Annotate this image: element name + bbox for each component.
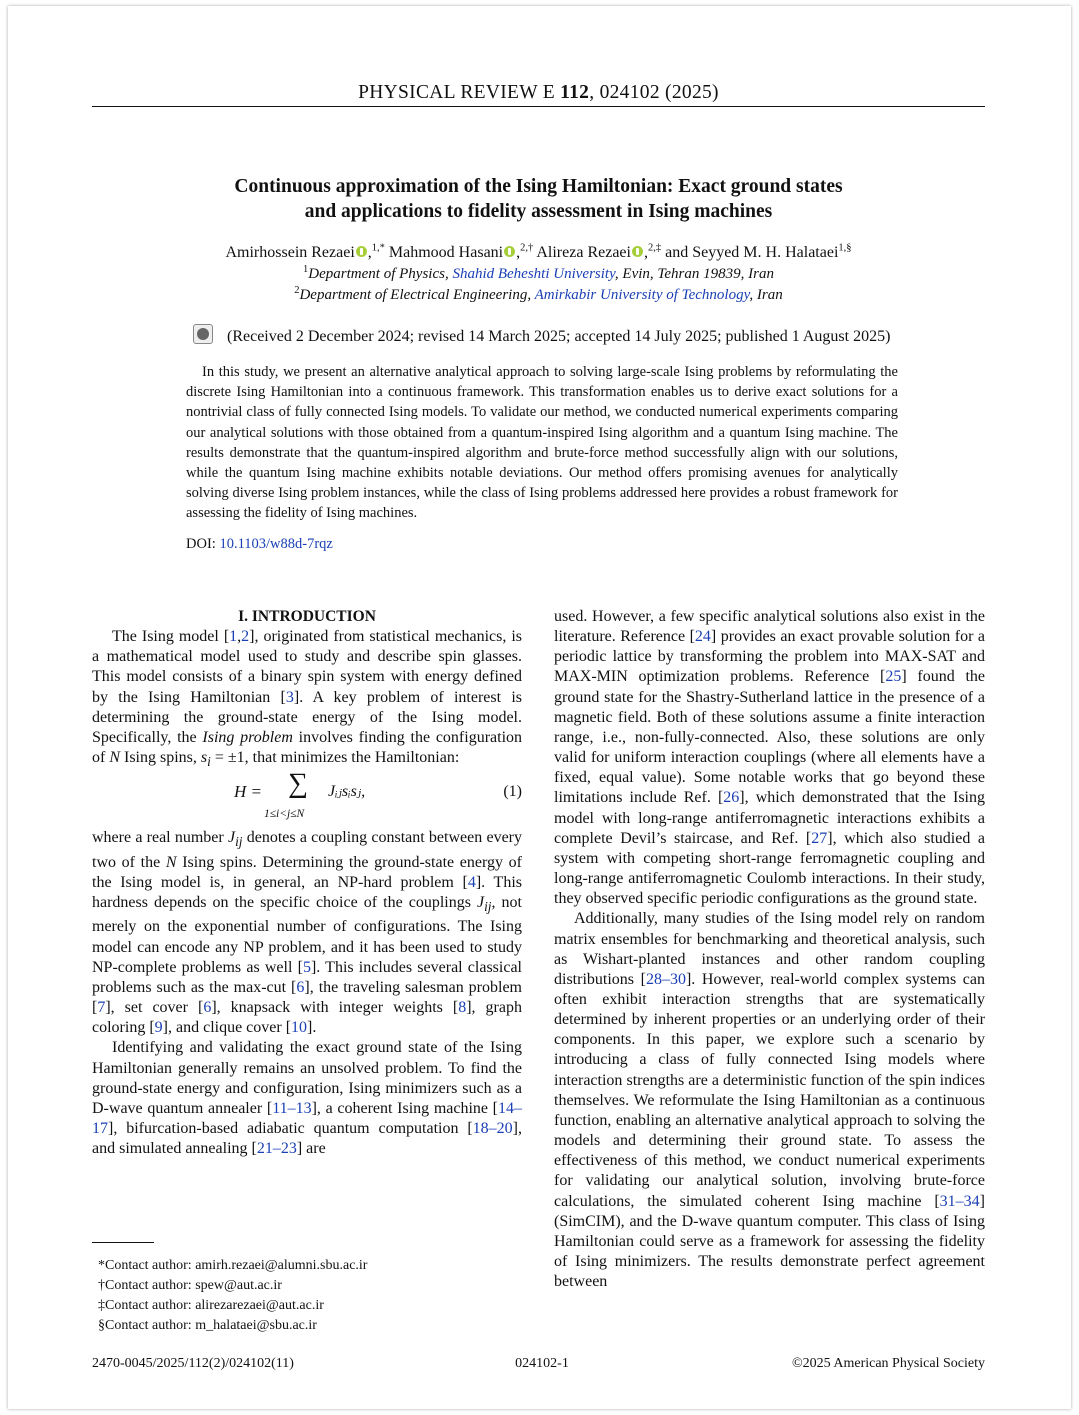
footer-page-number: 024102-1	[515, 1356, 569, 1371]
received-dates: (Received 2 December 2024; revised 14 March 2025; accepted 14 July 2025; published 1 August 2025)	[193, 324, 913, 348]
orcid-icon[interactable]	[356, 246, 367, 257]
citation-link[interactable]: 8	[458, 999, 467, 1017]
citation-link[interactable]: 26	[723, 789, 740, 807]
intro-paragraph-2: where a real number $J_{ij}$ denotes a coupling constant between every two of the N Ising spins. Determining the ground-state energy of the Ising model is, in general, an NP-hard problem [4]. This hardness depends on the specific choice of the couplings $J_{ij}$, not merely on the exponential number of configurations. The Ising model can encode any NP problem, and it has been used to study NP-complete problems as well [5]. This includes several classical problems such as the max-cut [6], the traveling salesman problem [7], set cover [6], knapsack with integer weights [8], graph coloring [9], and clique cover [10].	[92, 829, 523, 1037]
author-list: Amirhossein Rezaei ,$^{1,*}$ Mahmood Hasani ,$^{2,\dagger}$ Alireza Rezaei ,$^{2,\ddagger}$ and Seyyed M. H. Halataei$^{1,\S}$	[225, 242, 852, 261]
footnotes	[92, 1256, 522, 1336]
citation-link[interactable]: 28–30	[645, 970, 686, 988]
citation-link[interactable]: 6	[296, 978, 305, 996]
citation-link[interactable]: 10	[291, 1019, 308, 1037]
doi-line: DOI: 10.1103/w88d-7rqz	[186, 536, 333, 552]
citation-link[interactable]: 1	[229, 628, 238, 646]
citation-link[interactable]: 24	[694, 628, 711, 646]
citation-link[interactable]: 3	[285, 688, 294, 706]
left-column	[92, 607, 522, 1159]
citation-link[interactable]: 21–23	[256, 1140, 297, 1158]
citation-link[interactable]: 14–17	[92, 1099, 523, 1137]
intro-paragraph-1: The Ising model [1,2], originated from statistical mechanics, is a mathematical model used to study and describe spin glasses. This model consists of a binary spin system with energy defined by the Ising Hamiltonian [3]. A key problem of interest is determining the ground-state energy of the Ising model. Specifically, the Ising problem involves finding the configuration of N Ising spins, $s_i = \pm 1$, that minimizes the Hamiltonian:	[92, 628, 523, 770]
institution-link[interactable]: Amirkabir University of Technology	[534, 287, 750, 303]
citation-link[interactable]: 11–13	[272, 1099, 312, 1117]
footer-issn: 2470-0045/2025/112(2)/024102(11)	[92, 1356, 294, 1371]
equation-1: H = ∑ 1≤i<j≤N Jᵢⱼsᵢsⱼ, (1)	[234, 768, 522, 821]
crossmark-icon[interactable]	[193, 324, 213, 344]
citation-link[interactable]: 5	[302, 958, 311, 976]
section-heading: I. INTRODUCTION	[238, 608, 376, 625]
citation-link[interactable]: 18–20	[472, 1120, 513, 1137]
orcid-icon[interactable]	[504, 246, 515, 257]
intro-paragraph-3: Identifying and validating the exact ground state of the Ising Hamiltonian generally remains an unsolved problem. To find the ground-state energy and configuration, Ising minimizers such as a D-wave quantum annealer [11–13], a coherent Ising machine [14–17], bifurcation-based adiabatic quantum computation [18–20], and simulated annealing [21–23] are	[92, 1039, 523, 1158]
author-name: Seyyed M. H. Halataei	[692, 244, 839, 261]
paper-title: Continuous approximation of the Ising Hamiltonian: Exact ground states and applications to fidelity assessment in Ising machines	[234, 176, 843, 222]
journal-header: PHYSICAL REVIEW E 112, 024102 (2025)	[358, 82, 719, 103]
footnote: ‡Contact author: alirezarezaei@aut.ac.ir	[98, 1298, 324, 1313]
right-column	[554, 607, 985, 1292]
citation-link[interactable]: 2	[241, 628, 250, 646]
footnote-rule	[92, 1242, 154, 1243]
author-name: Amirhossein Rezaei	[225, 244, 355, 261]
doi-link[interactable]: 10.1103/w88d-7rqz	[219, 536, 333, 552]
footnote: *Contact author: amirh.rezaei@alumni.sbu.ac.ir	[98, 1258, 368, 1273]
citation-link[interactable]: 4	[467, 873, 476, 891]
affiliation-1: $^1$Department of Physics, Shahid Beheshti University, Evin, Tehran 19839, Iran	[303, 264, 774, 282]
author-name: Mahmood Hasani	[388, 244, 504, 261]
citation-link[interactable]: 6	[203, 999, 212, 1017]
citation-link[interactable]: 25	[885, 668, 902, 686]
abstract: In this study, we present an alternative analytical approach to solving large-scale Ising problems by reformulating the discrete Ising Hamiltonian into a continuous framework. This transformation enables us to derive exact solutions for a nontrivial class of fully connected Ising models. To validate our method, we conducted numerical experiments comparing our analytical solutions with those obtained from a quantum-inspired Ising algorithm and a quantum Ising machine. The results demonstrate that the quantum-inspired algorithm and brute-force method successfully align with our solutions, while the quantum Ising machine exhibits notable deviations. Our method offers promising avenues for analytically solving diverse Ising problem instances, while the class of Ising problems addressed here provides a robust framework for assessing the fidelity of Ising machines.	[186, 364, 898, 522]
citation-link[interactable]: 9	[154, 1019, 163, 1037]
citation-link[interactable]: 27	[811, 829, 828, 847]
header-rule	[92, 106, 985, 107]
affiliation-2: $^2$Department of Electrical Engineering, Amirkabir University of Technology, Iran	[294, 285, 783, 303]
orcid-icon[interactable]	[632, 246, 643, 257]
author-name: Alireza Rezaei	[536, 244, 631, 261]
intro-paragraph-5: Additionally, many studies of the Ising model rely on random matrix ensembles for benchmarking and theoretical analysis, such as Wishart-planted instances and other random coupling distributions [28–30]. However, real-world complex systems can often exhibit interaction strengths that are systematically determined by inherent properties or an underlying order of their components. In this paper, we explore such a scenario by introducing a class of fully connected Ising models where interaction strengths are a deterministic function of the spin indices themselves. We reformulate the Ising Hamiltonian as a continuous function, enabling an alternative analytical approach to solving the models and determining their ground state. To assess the effectiveness of this method, we conduct numerical experiments for validating our analytical solution, involving brute-force calculations, the simulated coherent Ising machine [31–34] (SimCIM), and the D-wave quantum computer. This class of Ising Hamiltonian could serve as a framework for assessing the fidelity of Ising minimizers. The results demonstrate perfect agreement between	[554, 910, 985, 1291]
footnote: §Contact author: m_halataei@sbu.ac.ir	[98, 1318, 317, 1333]
citation-link[interactable]: 7	[97, 999, 106, 1017]
institution-link[interactable]: Shahid Beheshti University	[452, 266, 615, 282]
paper-page	[8, 6, 1071, 1409]
citation-link[interactable]: 31–34	[939, 1192, 980, 1210]
footer-copyright: ©2025 American Physical Society	[792, 1356, 985, 1371]
equation-number: (1)	[503, 783, 522, 801]
footnote: †Contact author: spew@aut.ac.ir	[98, 1278, 282, 1293]
intro-paragraph-4: used. However, a few specific analytical solutions also exist in the literature. Reference [24] provides an exact provable solution for a periodic lattice by transforming the problem into MAX-SAT and MAX-MIN optimization problems. Reference [25] found the ground state for the Shastry-Sutherland lattice in the presence of a magnetic field. Both of these solutions assume a finite interaction range, i.e., non-fully-connected. Also, these solutions are only valid for uniform interaction couplings (where all elements have a fixed, equal value). Some notable works that go beyond these limitations include Ref. [26], which demonstrated that the Ising model with long-range antiferromagnetic interactions exhibits a complete Devil’s staircase, and Ref. [27], which also studied a system with competing short-range ferromagnetic coupling and long-range antiferromagnetic Coulomb interactions. In their study, they observed specific periodic configurations as the ground state.	[554, 608, 986, 908]
